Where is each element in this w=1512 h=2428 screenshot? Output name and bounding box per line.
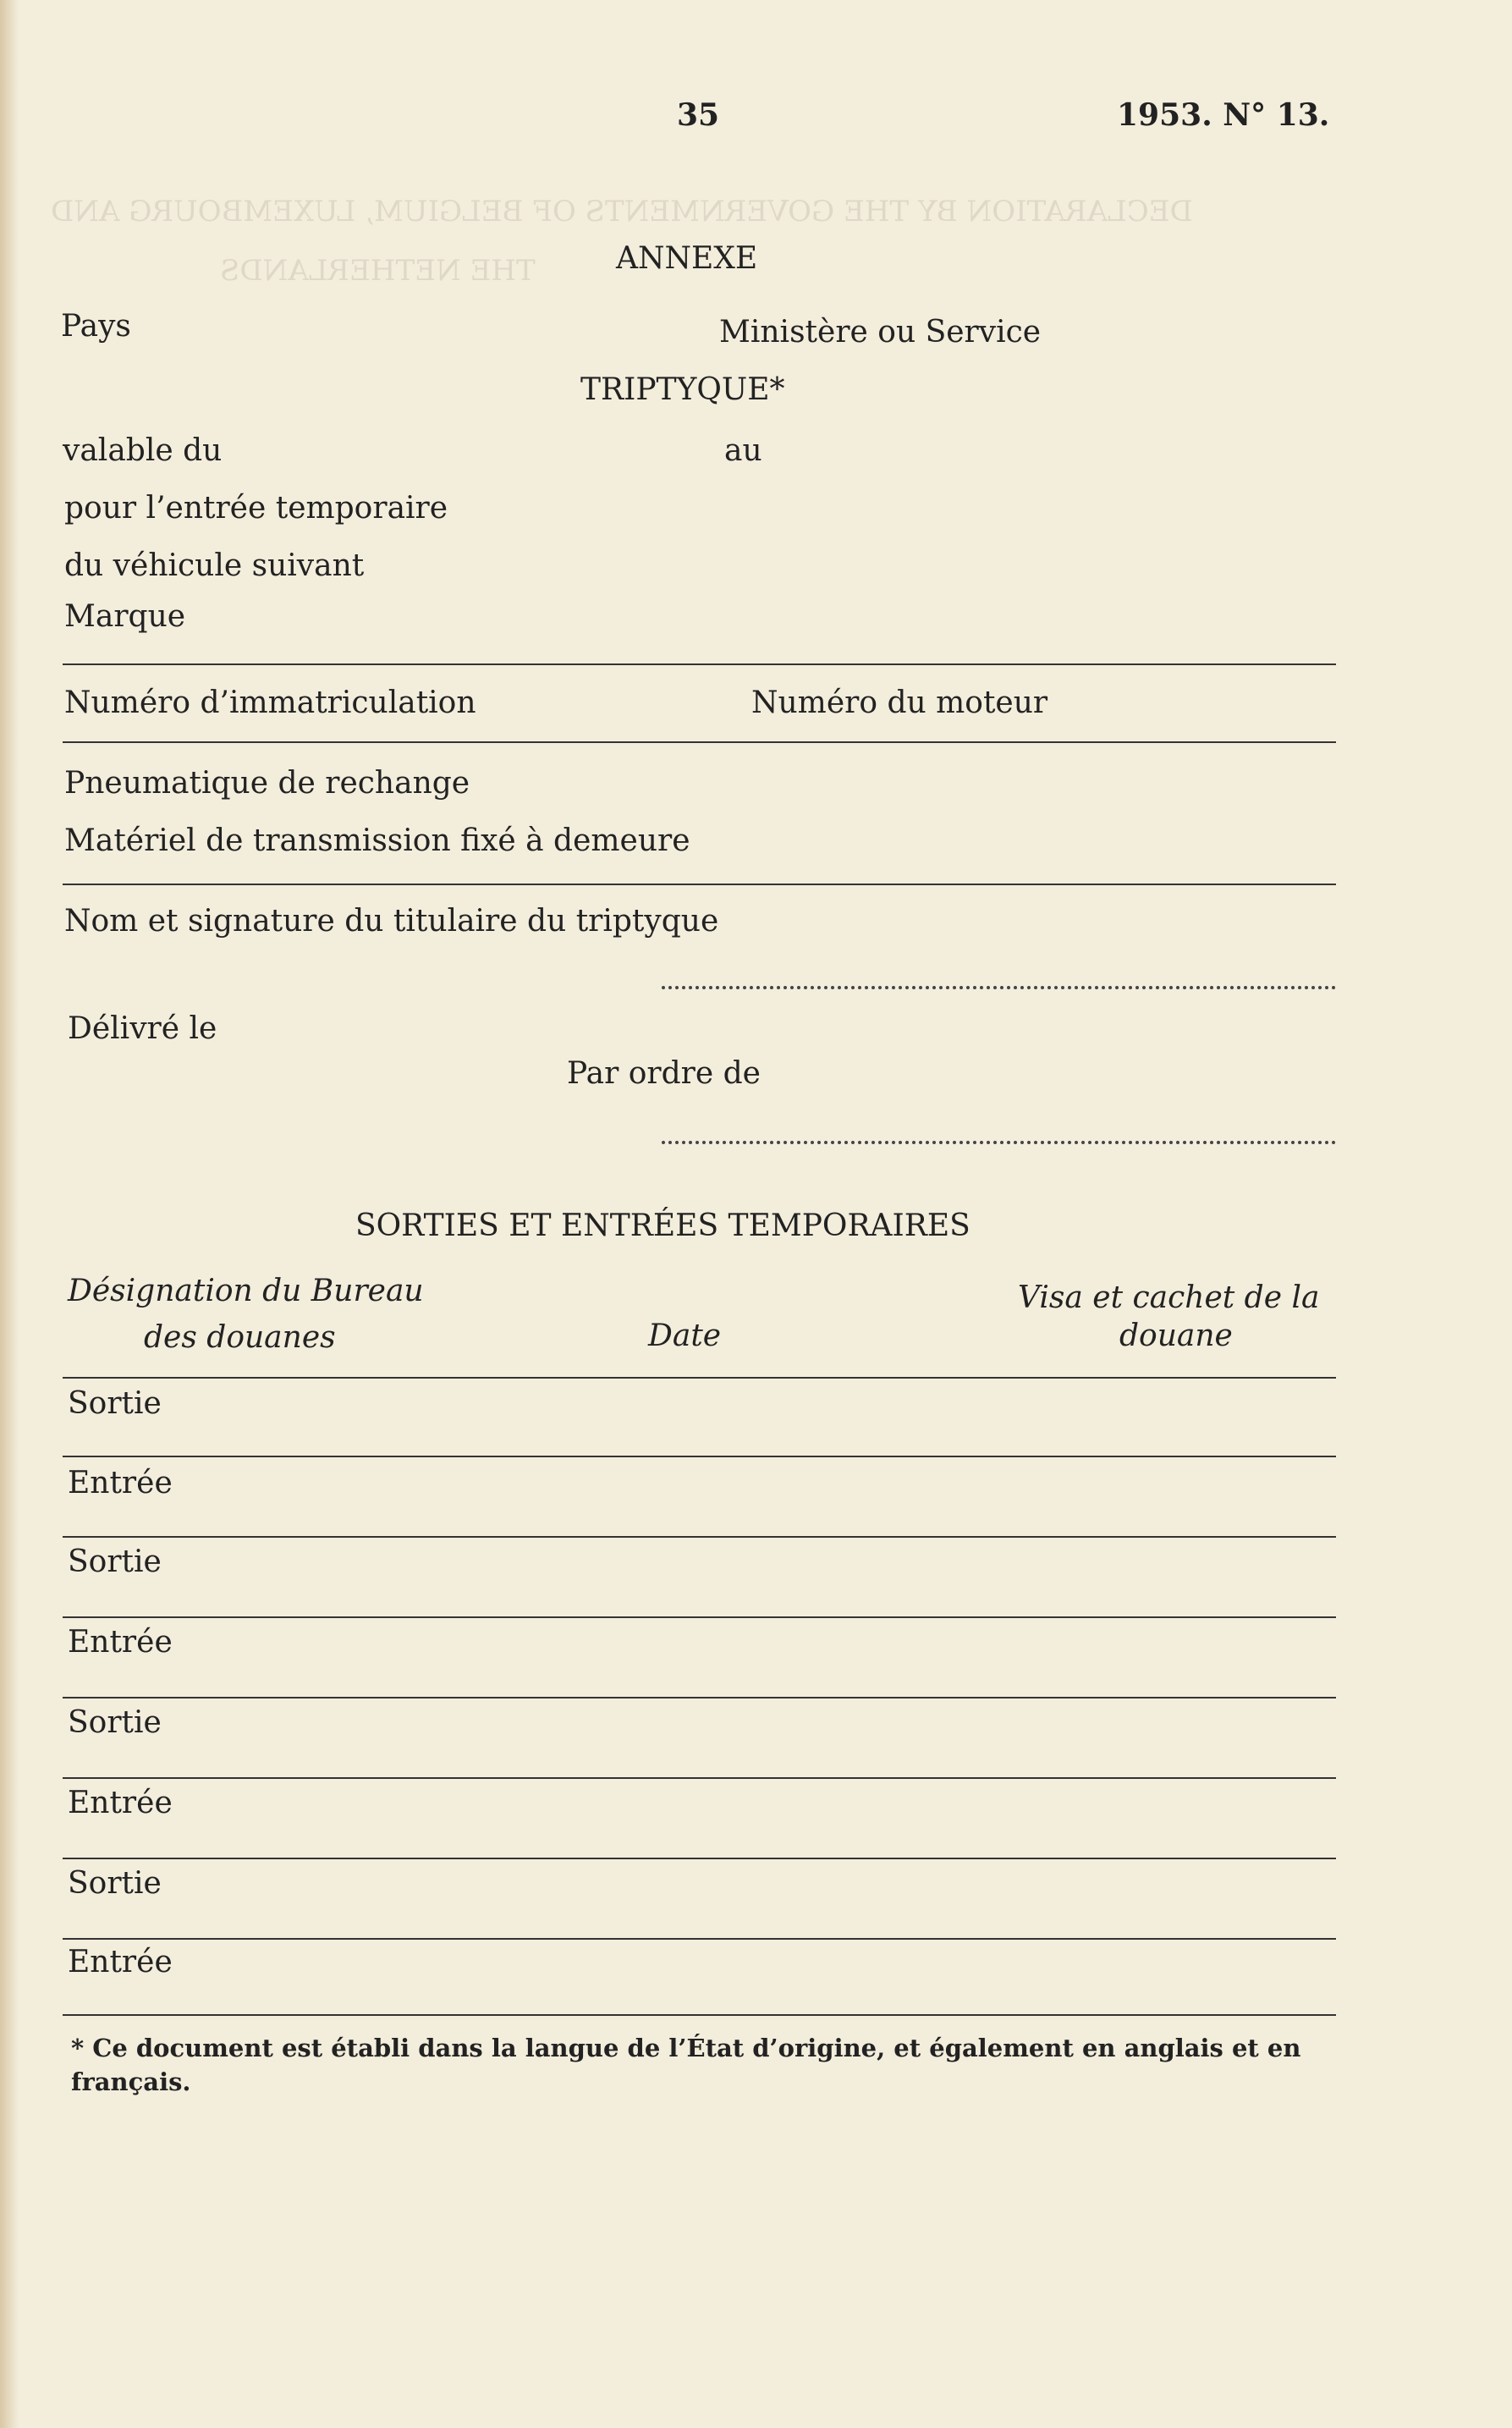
col-visa-header-2: douane (1119, 1319, 1233, 1353)
col-visa-header: Visa et cachet de la (1018, 1280, 1320, 1315)
row-line (63, 1536, 1336, 1538)
materiel-label: Matériel de transmission fixé à demeure (64, 823, 690, 858)
show-through-text: THE NETHERLANDS (220, 254, 536, 288)
col-bureau-header-2: des douanes (144, 1320, 336, 1355)
row-label-entree: Entrée (68, 1466, 173, 1500)
row-label-entree: Entrée (68, 1945, 173, 1979)
sorties-title: SORTIES ET ENTRÉES TEMPORAIRES (355, 1208, 970, 1243)
marque-label: Marque (64, 599, 186, 634)
immatriculation-label: Numéro d’immatriculation (64, 685, 476, 720)
marque-line (63, 663, 1336, 665)
col-date-header: Date (648, 1319, 722, 1353)
show-through-text: DECLARATION BY THE GOVERNMENTS OF BELGIUM, LUXEMBOURG AND (51, 195, 1193, 228)
row-label-entree: Entrée (68, 1786, 173, 1820)
signature-dotted-line (662, 986, 1336, 989)
nom-signature-label: Nom et signature du titulaire du triptyque (64, 904, 719, 939)
delivre-label: Délivré le (68, 1011, 217, 1046)
row-label-sortie: Sortie (68, 1544, 162, 1579)
table-header-line (63, 1377, 1336, 1379)
row-label-sortie: Sortie (68, 1866, 162, 1901)
ministere-label: Ministère ou Service (719, 315, 1042, 350)
row-label-entree: Entrée (68, 1625, 173, 1660)
triptyque-heading: TRIPTYQUE* (580, 372, 785, 407)
row-line (63, 2014, 1336, 2016)
pays-label: Pays (61, 309, 131, 344)
entree-temporaire-label: pour l’entrée temporaire (64, 491, 448, 526)
row-line (63, 1858, 1336, 1859)
row-label-sortie: Sortie (68, 1386, 162, 1421)
page-number: 35 (677, 97, 720, 133)
materiel-line (63, 884, 1336, 885)
page-edge-shadow (0, 0, 19, 2428)
year-number: 1953. N° 13. (1117, 97, 1330, 133)
row-line (63, 1616, 1336, 1618)
row-line (63, 1777, 1336, 1779)
moteur-label: Numéro du moteur (751, 685, 1048, 720)
row-line (63, 1938, 1336, 1940)
annexe-heading: ANNEXE (616, 241, 758, 276)
immatriculation-line (63, 741, 1336, 743)
au-label: au (724, 433, 762, 468)
footnote: * Ce document est établi dans la langue de l’État d’origine, et également en anglais et en français. (71, 2034, 1301, 2096)
valable-du-label: valable du (63, 433, 223, 468)
par-ordre-dotted-line (662, 1141, 1336, 1144)
col-bureau-header: Désignation du Bureau (68, 1274, 424, 1308)
pneumatique-label: Pneumatique de rechange (64, 766, 470, 801)
row-line (63, 1456, 1336, 1457)
row-line (63, 1697, 1336, 1698)
vehicule-label: du véhicule suivant (64, 548, 365, 583)
par-ordre-label: Par ordre de (567, 1056, 761, 1091)
row-label-sortie: Sortie (68, 1705, 162, 1740)
